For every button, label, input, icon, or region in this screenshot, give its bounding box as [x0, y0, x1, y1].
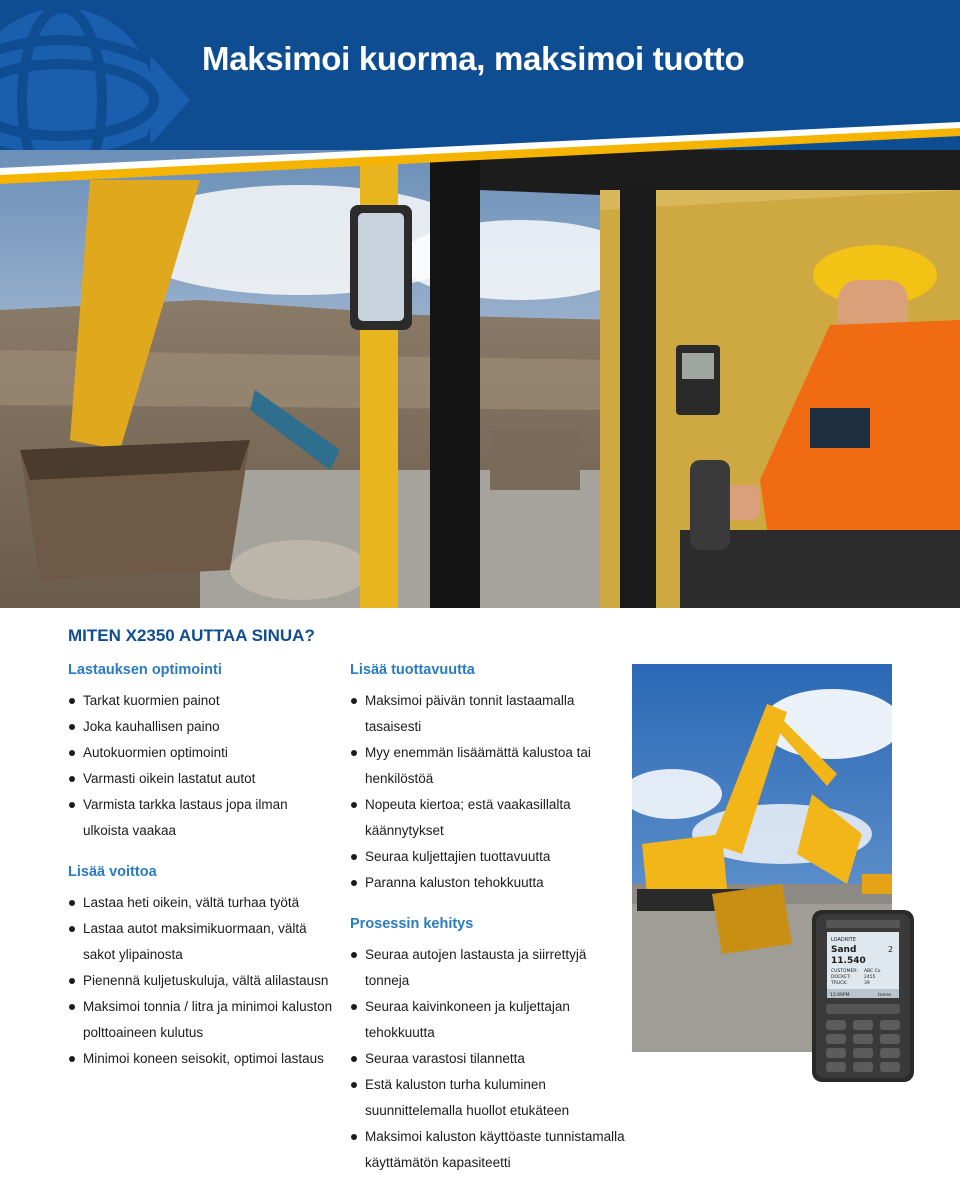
- list-more-profit: [68, 890, 333, 1072]
- device-docket-label: DOCKET:: [831, 975, 851, 980]
- list-item: Seuraa varastosi tilannetta: [350, 1046, 625, 1072]
- device-docket-value: 2455: [864, 975, 876, 980]
- list-item: Myy enemmän lisäämättä kalustoa tai henkilöstöä: [350, 740, 625, 792]
- device-weight: 11.540: [831, 956, 866, 966]
- group-title-load-optimization: Lastauksen optimointi: [68, 662, 222, 678]
- list-item: Seuraa kaivinkoneen ja kuljettajan tehokkuutta: [350, 994, 625, 1046]
- list-item: Paranna kaluston tehokkuutta: [350, 870, 625, 896]
- list-item: Maksimoi päivän tonnit lastaamalla tasaisesti: [350, 688, 625, 740]
- device-product: Sand: [831, 945, 857, 955]
- hero-excavator-cab-photo: [0, 150, 960, 608]
- device-time: 12:06PM: [830, 993, 850, 998]
- list-process-development: [350, 942, 625, 1176]
- list-item: Minimoi koneen seisokit, optimoi lastaus: [68, 1046, 333, 1072]
- left-column: [68, 660, 333, 1090]
- list-item: Joka kauhallisen paino: [68, 714, 333, 740]
- list-item: Seuraa kuljettajien tuottavuutta: [350, 844, 625, 870]
- list-item: Lastaa heti oikein, vältä turhaa työtä: [68, 890, 333, 916]
- device-truck-label: TRUCK:: [831, 981, 848, 986]
- list-load-optimization: [68, 688, 333, 844]
- list-item: Nopeuta kiertoa; estä vaakasillalta käännytykset: [350, 792, 625, 844]
- list-item: Estä kaluston turha kuluminen suunnittelemalla huollot etukäteen: [350, 1072, 625, 1124]
- device-softkey: tonne: [878, 993, 891, 998]
- x2350-handheld-device: [812, 910, 914, 1082]
- device-count: 2: [888, 945, 894, 954]
- list-item: Seuraa autojen lastausta ja siirrettyjä tonneja: [350, 942, 625, 994]
- list-item: Pienennä kuljetuskuluja, vältä alilastausn: [68, 968, 333, 994]
- device-brand: LOADRITE: [831, 937, 856, 943]
- list-item: Autokuormien optimointi: [68, 740, 333, 766]
- group-title-more-profit: Lisää voittoa: [68, 864, 157, 880]
- device-customer-label: CUSTOMER:: [831, 969, 858, 974]
- device-truck-value: 39: [864, 981, 870, 986]
- list-item: Tarkat kuormien painot: [68, 688, 333, 714]
- list-item: Maksimoi kaluston käyttöaste tunnistamalla käyttämätön kapasiteetti: [350, 1124, 625, 1176]
- middle-column: [350, 660, 625, 1194]
- list-item: Varmista tarkka lastaus jopa ilman ulkoista vaakaa: [68, 792, 333, 844]
- list-item: Lastaa autot maksimikuormaan, vältä sakot ylipainosta: [68, 916, 333, 968]
- header-stripe: [0, 120, 960, 200]
- group-title-process-development: Prosessin kehitys: [350, 916, 474, 932]
- group-title-more-productivity: Lisää tuottavuutta: [350, 662, 475, 678]
- list-item: Varmasti oikein lastatut autot: [68, 766, 333, 792]
- list-more-productivity: [350, 688, 625, 896]
- device-customer-value: ABC Co: [864, 969, 881, 974]
- page-title: Maksimoi kuorma, maksimoi tuotto: [202, 40, 745, 77]
- list-item: Maksimoi tonnia / litra ja minimoi kaluston polttoaineen kulutus: [68, 994, 333, 1046]
- section-heading: MITEN X2350 AUTTAA SINUA?: [68, 626, 315, 645]
